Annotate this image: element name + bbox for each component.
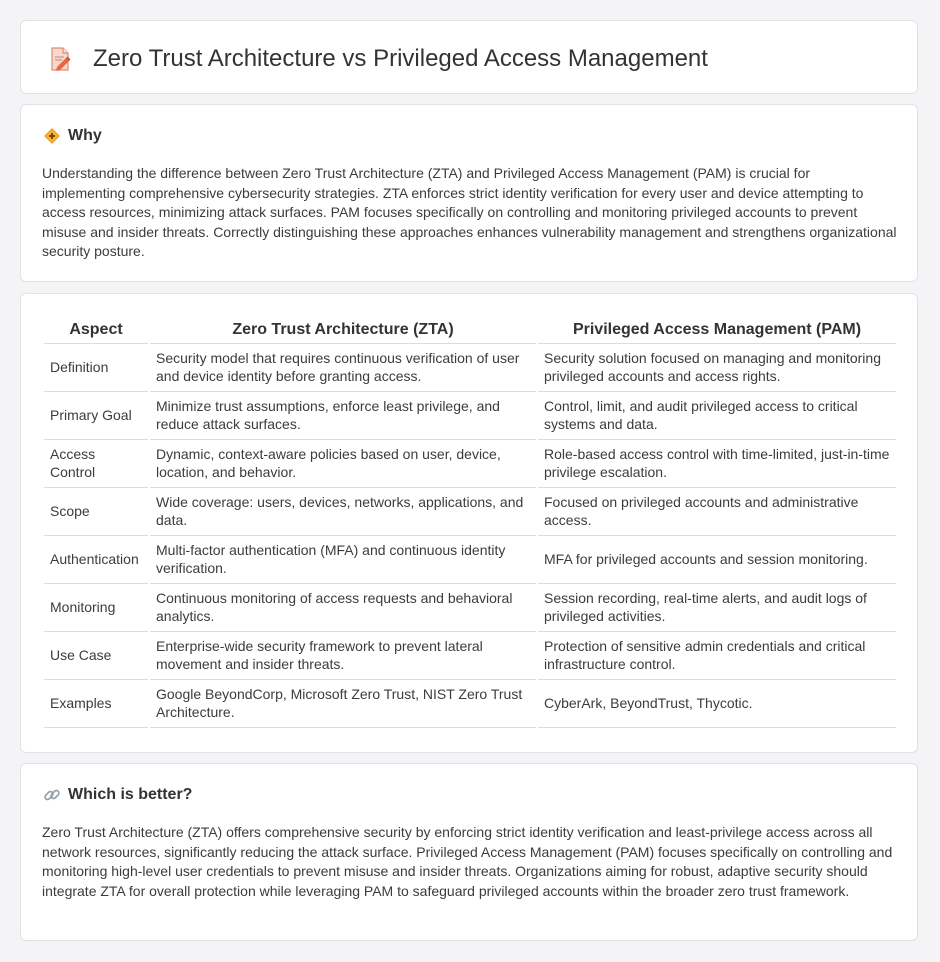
why-header bbox=[43, 127, 102, 145]
aspect-cell: Examples bbox=[44, 680, 148, 728]
better-heading: Which is better? bbox=[68, 786, 193, 803]
pam-cell: Protection of sensitive admin credentials and critical infrastructure control. bbox=[538, 632, 896, 680]
pam-cell: MFA for privileged accounts and session monitoring. bbox=[538, 536, 896, 584]
zta-cell: Wide coverage: users, devices, networks, applications, and data. bbox=[150, 488, 536, 536]
pam-cell: Role-based access control with time-limited, just-in-time privilege escalation. bbox=[538, 440, 896, 488]
aspect-cell: Definition bbox=[44, 344, 148, 392]
aspect-cell: Scope bbox=[44, 488, 148, 536]
zta-cell: Dynamic, context-aware policies based on user, device, location, and behavior. bbox=[150, 440, 536, 488]
table-row bbox=[44, 440, 896, 488]
comparison-table bbox=[42, 313, 898, 728]
better-body: Zero Trust Architecture (ZTA) offers comprehensive security by enforcing strict identity verification and least-privilege access across all network resources, significantly reducing the attack surface. Privileged Access Management (PAM) focuses specifically on controlling and monitoring high-level user credentials to prevent misuse and insider threats. Organizations aiming for robust, adaptive security should integrate ZTA for overall protection while leveraging PAM to safeguard privileged accounts within the broader zero trust framework. bbox=[42, 824, 893, 899]
comparison-section bbox=[20, 293, 918, 753]
zta-cell: Multi-factor authentication (MFA) and continuous identity verification. bbox=[150, 536, 536, 584]
header-zta: Zero Trust Architecture (ZTA) bbox=[150, 313, 536, 344]
zta-cell: Enterprise-wide security framework to prevent lateral movement and insider threats. bbox=[150, 632, 536, 680]
link-icon bbox=[43, 786, 61, 804]
table-row bbox=[44, 392, 896, 440]
table-row bbox=[44, 488, 896, 536]
why-body: Understanding the difference between Zero Trust Architecture (ZTA) and Privileged Access Management (PAM) is crucial for implementing comprehensive cybersecurity strategies. ZTA enforces strict identity verification for every user and device attempting to access resources, minimizing attack surfaces. PAM focuses specifically on controlling and monitoring privileged accounts to prevent misuse and insider threats. Correctly distinguishing these approaches enhances vulnerability management and strengthens organizational security posture. bbox=[42, 165, 897, 260]
why-section bbox=[20, 104, 918, 282]
table-row bbox=[44, 344, 896, 392]
pam-cell: Focused on privileged accounts and administrative access. bbox=[538, 488, 896, 536]
pam-cell: Security solution focused on managing and monitoring privileged accounts and access rights. bbox=[538, 344, 896, 392]
pam-cell: Control, limit, and audit privileged access to critical systems and data. bbox=[538, 392, 896, 440]
pam-cell: Session recording, real-time alerts, and audit logs of privileged activities. bbox=[538, 584, 896, 632]
title-row bbox=[47, 45, 708, 73]
aspect-cell: Monitoring bbox=[44, 584, 148, 632]
title-card bbox=[20, 20, 918, 94]
why-heading: Why bbox=[68, 127, 102, 144]
aspect-cell: Authentication bbox=[44, 536, 148, 584]
zta-cell: Minimize trust assumptions, enforce least privilege, and reduce attack surfaces. bbox=[150, 392, 536, 440]
zta-cell: Google BeyondCorp, Microsoft Zero Trust, NIST Zero Trust Architecture. bbox=[150, 680, 536, 728]
zta-cell: Continuous monitoring of access requests and behavioral analytics. bbox=[150, 584, 536, 632]
table-row bbox=[44, 584, 896, 632]
header-pam: Privileged Access Management (PAM) bbox=[538, 313, 896, 344]
table-row bbox=[44, 536, 896, 584]
header-aspect: Aspect bbox=[44, 313, 148, 344]
page-title: Zero Trust Architecture vs Privileged Access Management bbox=[93, 45, 708, 72]
document-pencil-icon bbox=[47, 46, 73, 72]
diamond-sign-icon bbox=[43, 127, 61, 145]
better-header bbox=[43, 786, 192, 804]
zta-cell: Security model that requires continuous verification of user and device identity before granting access. bbox=[150, 344, 536, 392]
table-header-row bbox=[44, 313, 896, 344]
aspect-cell: Use Case bbox=[44, 632, 148, 680]
which-is-better-section bbox=[20, 763, 918, 941]
table-row bbox=[44, 680, 896, 728]
aspect-cell: Access Control bbox=[44, 440, 148, 488]
aspect-cell: Primary Goal bbox=[44, 392, 148, 440]
table-row bbox=[44, 632, 896, 680]
pam-cell: CyberArk, BeyondTrust, Thycotic. bbox=[538, 680, 896, 728]
